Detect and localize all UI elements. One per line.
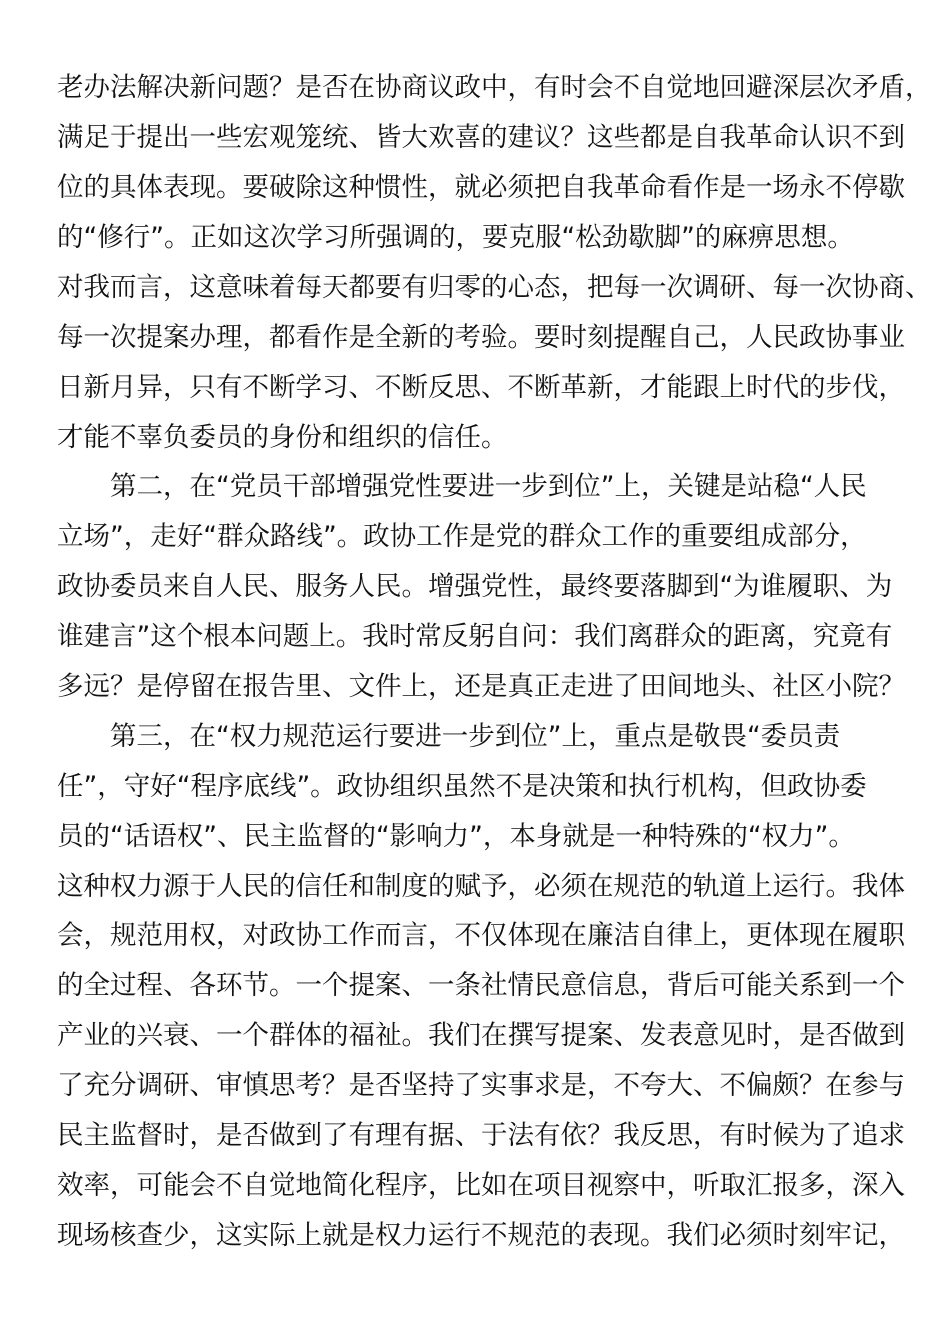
paragraph-start-line: 第二，在“党员干部增强党性要进一步到位”上，关键是站稳“人民 [110,471,867,502]
text-line: 立场”，走好“群众路线”。政协工作是党的群众工作的重要组成部分， [57,521,867,552]
text-line: 位的具体表现。要破除这种惯性，就必须把自我革命看作是一场永不停歇 [57,172,905,203]
text-line: 民主监督时，是否做到了有理有据、于法有依？我反思，有时候为了追求 [57,1120,905,1151]
text-line: 的全过程、各环节。一个提案、一条社情民意信息，背后可能关系到一个 [57,970,905,1001]
text-line: 多远？是停留在报告里、文件上，还是真正走进了田间地头、社区小院？ [57,671,905,702]
text-line: 产业的兴衰、一个群体的福祉。我们在撰写提案、发表意见时，是否做到 [57,1020,905,1051]
text-line: 员的“话语权”、民主监督的“影响力”，本身就是一种特殊的“权力”。 [57,821,855,852]
text-line: 才能不辜负委员的身份和组织的信任。 [57,422,508,453]
text-line: 对我而言，这意味着每天都要有归零的心态，把每一次调研、每一次协商、 [57,272,932,303]
text-line: 日新月异，只有不断学习、不断反思、不断革新，才能跟上时代的步伐， [57,372,905,403]
text-line: 每一次提案办理，都看作是全新的考验。要时刻提醒自己，人民政协事业 [57,322,905,353]
paragraph-start-line: 第三，在“权力规范运行要进一步到位”上，重点是敬畏“委员责 [110,721,841,752]
text-line: 了充分调研、审慎思考？是否坚持了实事求是，不夸大、不偏颇？在参与 [57,1070,905,1101]
text-line: 满足于提出一些宏观笼统、皆大欢喜的建议？这些都是自我革命认识不到 [57,122,905,153]
text-line: 政协委员来自人民、服务人民。增强党性，最终要落脚到“为谁履职、为 [57,571,893,602]
text-line: 现场核查少，这实际上就是权力运行不规范的表现。我们必须时刻牢记， [57,1220,905,1251]
text-line: 效率，可能会不自觉地简化程序，比如在项目视察中，听取汇报多，深入 [57,1170,905,1201]
text-line: 这种权力源于人民的信任和制度的赋予，必须在规范的轨道上运行。我体 [57,871,905,902]
text-line: 任”，守好“程序底线”。政协组织虽然不是决策和执行机构，但政协委 [57,771,867,802]
text-line: 的“修行”。正如这次学习所强调的，要克服“松劲歇脚”的麻痹思想。 [57,222,854,253]
text-line: 谁建言”这个根本问题上。我时常反躬自问：我们离群众的距离，究竟有 [57,621,893,652]
text-line: 老办法解决新问题？是否在协商议政中，有时会不自觉地回避深层次矛盾， [57,72,932,103]
text-line: 会，规范用权，对政协工作而言，不仅体现在廉洁自律上，更体现在履职 [57,920,905,951]
